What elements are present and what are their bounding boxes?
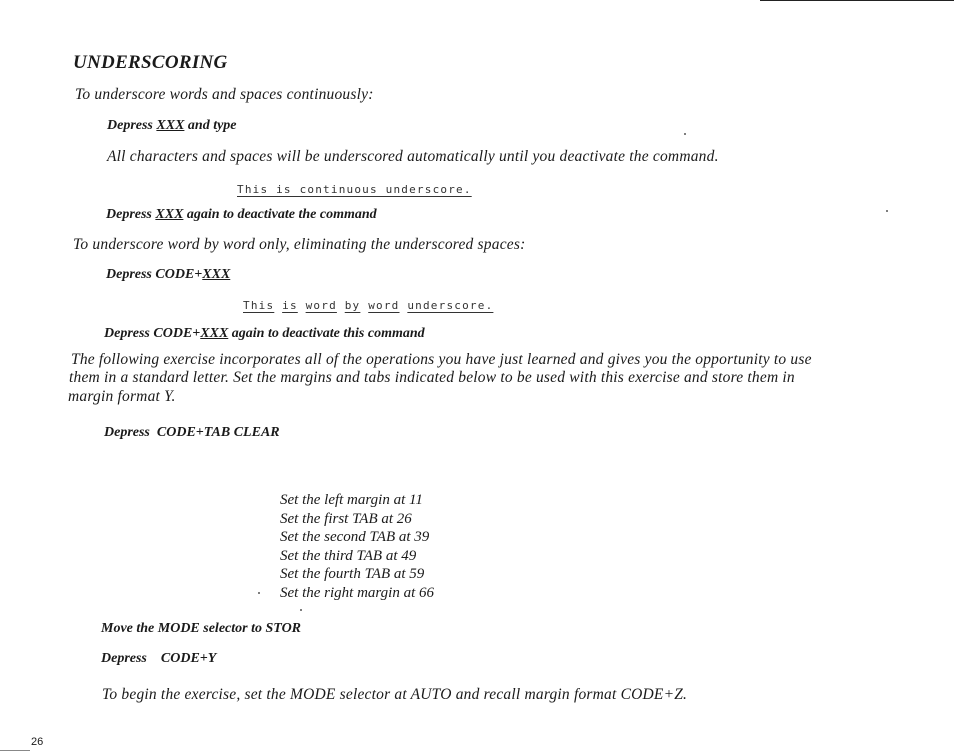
setting-line: Set the second TAB at 39 [280, 529, 430, 546]
step-mode-stor: Move the MODE selector to STOR [101, 621, 302, 636]
step-depress-xxx [107, 118, 237, 134]
top-rule [760, 0, 954, 1]
key-xxx: XXX [155, 207, 184, 222]
step-prefix: Depress CODE+ [104, 326, 201, 341]
step-depress-code-xxx [106, 267, 230, 283]
setting-line: Set the right margin at 66 [280, 584, 435, 601]
exercise-line-2: them in a standard letter. Set the margins and tabs indicated below to be used with this exercise and store them in [69, 369, 795, 386]
setting-line: Set the third TAB at 49 [280, 547, 417, 564]
step-suffix: again to deactivate this command [228, 326, 425, 341]
speck [886, 210, 888, 212]
margin-tab-settings [280, 491, 434, 603]
section-heading: UNDERSCORING [73, 52, 228, 73]
step-deactivate-word [104, 326, 425, 342]
bottom-rule [0, 750, 30, 751]
step-code-y: Depress CODE+Y [101, 651, 217, 666]
sample-word: word [305, 299, 337, 312]
page-number: 26 [31, 736, 44, 748]
setting-line: Set the first TAB at 26 [280, 510, 412, 527]
setting-line: Set the left margin at 11 [280, 492, 423, 508]
sample-word: word [368, 299, 400, 312]
step-prefix: Depress CODE+ [106, 267, 203, 282]
step-suffix: again to deactivate the command [183, 207, 377, 222]
step-prefix: Depress [106, 207, 156, 222]
sample-word: by [344, 299, 361, 312]
sample-word: is [282, 299, 298, 312]
closing-instruction: To begin the exercise, set the MODE selector at AUTO and recall margin format CODE+Z. [102, 686, 688, 703]
step-suffix: and type [184, 118, 237, 133]
step-tab-clear: Depress CODE+TAB CLEAR [104, 425, 280, 440]
key-xxx: XXX [202, 267, 231, 282]
note-continuous: All characters and spaces will be underscored automatically until you deactivate the command. [107, 148, 719, 165]
key-xxx: XXX [200, 326, 229, 341]
speck [300, 609, 302, 611]
step-deactivate-continuous [106, 207, 377, 223]
exercise-line-1: The following exercise incorporates all of the operations you have just learned and gives you the opportunity to use [71, 351, 812, 368]
exercise-line-3: margin format Y. [68, 388, 176, 405]
intro-continuous: To underscore words and spaces continuously: [75, 86, 374, 103]
sample-word: underscore. [407, 299, 494, 312]
key-xxx: XXX [156, 118, 185, 133]
step-prefix: Depress [107, 118, 157, 133]
speck [258, 592, 260, 594]
intro-word-by-word: To underscore word by word only, eliminating the underscored spaces: [73, 236, 526, 253]
sample-word: This [243, 299, 275, 312]
sample-continuous-underscore: This is continuous underscore. [237, 183, 472, 196]
sample-word-underscore [243, 299, 493, 312]
speck [684, 133, 686, 135]
setting-line: Set the fourth TAB at 59 [280, 566, 425, 583]
